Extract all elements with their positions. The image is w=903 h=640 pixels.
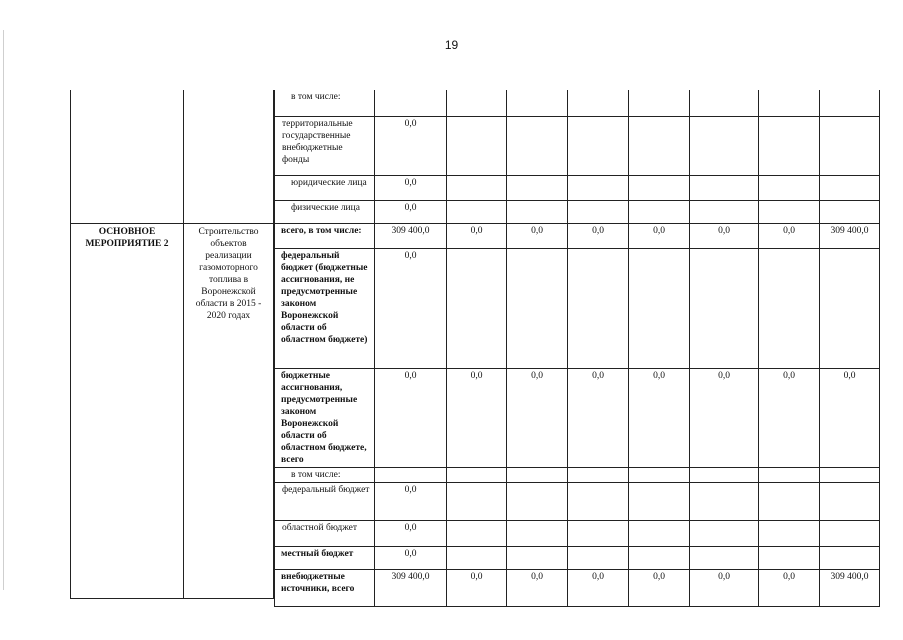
row-label: внебюджетные источники, всего xyxy=(275,569,375,606)
value-cell: 0,0 xyxy=(568,368,629,467)
blank-cell-1 xyxy=(71,90,184,223)
value-cell: 309 400,0 xyxy=(375,569,447,606)
value-cell xyxy=(629,175,690,200)
main-event-description-cell xyxy=(184,223,274,598)
main-event-title: ОСНОВНОЕ МЕРОПРИЯТИЕ 2 xyxy=(85,226,169,249)
value-cell xyxy=(375,90,447,116)
value-cell xyxy=(759,248,820,368)
page-number: 19 xyxy=(444,38,459,52)
table-row xyxy=(275,248,880,368)
row-label: областной бюджет xyxy=(275,520,375,546)
value-cell xyxy=(507,200,568,223)
value-cell xyxy=(507,90,568,116)
value-cell xyxy=(629,116,690,175)
value-cell xyxy=(759,467,820,482)
row-label: федеральный бюджет (бюджетные ассигнования, не предусмотренные законом Воронежской области об областном бюджете) xyxy=(275,248,375,368)
value-cell xyxy=(447,116,507,175)
value-cell: 0,0 xyxy=(820,368,880,467)
value-cell xyxy=(759,482,820,520)
row-label: в том числе: xyxy=(275,90,375,116)
value-cell xyxy=(507,116,568,175)
funding-table xyxy=(274,90,880,607)
value-cell xyxy=(447,90,507,116)
value-cell: 0,0 xyxy=(375,546,447,569)
value-cell xyxy=(568,116,629,175)
value-cell xyxy=(759,546,820,569)
row-label: местный бюджет xyxy=(275,546,375,569)
value-cell xyxy=(568,520,629,546)
value-cell: 0,0 xyxy=(447,569,507,606)
event-columns xyxy=(70,90,274,599)
value-cell xyxy=(447,520,507,546)
value-cell xyxy=(690,175,759,200)
blank-cell-2 xyxy=(184,90,274,223)
row-label: в том числе: xyxy=(275,467,375,482)
main-event-description: Строительство объектов реализации газомоторного топлива в Воронежской области в 2015 - 2020 годах xyxy=(195,226,262,321)
value-cell xyxy=(568,546,629,569)
value-cell xyxy=(690,467,759,482)
table-row xyxy=(275,482,880,520)
table-row xyxy=(275,116,880,175)
value-cell xyxy=(507,546,568,569)
value-cell xyxy=(375,467,447,482)
value-cell: 0,0 xyxy=(568,223,629,248)
value-cell: 0,0 xyxy=(629,569,690,606)
value-cell xyxy=(690,546,759,569)
value-cell xyxy=(759,200,820,223)
value-cell xyxy=(507,482,568,520)
value-cell xyxy=(629,482,690,520)
value-cell: 309 400,0 xyxy=(820,223,880,248)
value-cell xyxy=(820,520,880,546)
value-cell xyxy=(507,175,568,200)
value-cell xyxy=(690,520,759,546)
value-cell: 0,0 xyxy=(375,116,447,175)
value-cell: 0,0 xyxy=(629,368,690,467)
value-cell xyxy=(447,200,507,223)
value-cell xyxy=(759,116,820,175)
value-cell xyxy=(507,520,568,546)
main-event-title-cell xyxy=(71,223,184,598)
value-cell xyxy=(568,175,629,200)
value-cell xyxy=(629,546,690,569)
table-row xyxy=(275,546,880,569)
value-cell xyxy=(568,200,629,223)
value-cell xyxy=(690,482,759,520)
table-row xyxy=(275,520,880,546)
value-cell xyxy=(629,248,690,368)
value-cell xyxy=(820,200,880,223)
value-cell xyxy=(629,520,690,546)
row-label: физические лица xyxy=(275,200,375,223)
table-row xyxy=(275,175,880,200)
value-cell: 309 400,0 xyxy=(820,569,880,606)
row-label: федеральный бюджет xyxy=(275,482,375,520)
value-cell xyxy=(690,116,759,175)
value-cell xyxy=(759,175,820,200)
value-cell xyxy=(690,200,759,223)
value-cell xyxy=(820,90,880,116)
value-cell xyxy=(759,520,820,546)
value-cell xyxy=(629,467,690,482)
value-cell xyxy=(507,248,568,368)
value-cell xyxy=(820,467,880,482)
value-cell: 0,0 xyxy=(690,223,759,248)
table-row xyxy=(275,223,880,248)
row-label: бюджетные ассигнования, предусмотренные законом Воронежской области об областном бюджете, всего xyxy=(275,368,375,467)
value-cell xyxy=(447,175,507,200)
value-cell xyxy=(629,200,690,223)
value-cell: 0,0 xyxy=(629,223,690,248)
value-cell xyxy=(629,90,690,116)
value-cell xyxy=(568,482,629,520)
row-label: юридические лица xyxy=(275,175,375,200)
value-cell xyxy=(447,546,507,569)
value-cell xyxy=(507,467,568,482)
value-cell: 0,0 xyxy=(507,569,568,606)
value-cell xyxy=(447,482,507,520)
row-label: территориальные государственные внебюджетные фонды xyxy=(275,116,375,175)
value-cell xyxy=(820,116,880,175)
value-cell: 0,0 xyxy=(375,175,447,200)
value-cell xyxy=(690,248,759,368)
value-cell xyxy=(820,546,880,569)
value-cell: 0,0 xyxy=(375,248,447,368)
table-row xyxy=(275,569,880,606)
value-cell: 0,0 xyxy=(375,520,447,546)
value-cell: 0,0 xyxy=(759,223,820,248)
value-cell: 0,0 xyxy=(690,368,759,467)
value-cell: 0,0 xyxy=(375,482,447,520)
value-cell: 0,0 xyxy=(447,368,507,467)
value-cell: 0,0 xyxy=(447,223,507,248)
table-row xyxy=(275,467,880,482)
table-row xyxy=(275,90,880,116)
value-cell xyxy=(447,248,507,368)
value-cell xyxy=(568,90,629,116)
table-row xyxy=(275,368,880,467)
value-cell: 0,0 xyxy=(759,368,820,467)
value-cell xyxy=(820,248,880,368)
table-row xyxy=(275,200,880,223)
value-cell: 0,0 xyxy=(375,368,447,467)
value-cell: 0,0 xyxy=(759,569,820,606)
value-cell xyxy=(568,467,629,482)
value-cell xyxy=(447,467,507,482)
value-cell: 0,0 xyxy=(507,368,568,467)
value-cell: 309 400,0 xyxy=(375,223,447,248)
value-cell: 0,0 xyxy=(568,569,629,606)
row-label: всего, в том числе: xyxy=(275,223,375,248)
value-cell: 0,0 xyxy=(507,223,568,248)
value-cell xyxy=(690,90,759,116)
value-cell xyxy=(820,482,880,520)
value-cell: 0,0 xyxy=(375,200,447,223)
scan-edge-line xyxy=(3,30,4,590)
value-cell xyxy=(759,90,820,116)
value-cell xyxy=(820,175,880,200)
value-cell xyxy=(568,248,629,368)
value-cell: 0,0 xyxy=(690,569,759,606)
